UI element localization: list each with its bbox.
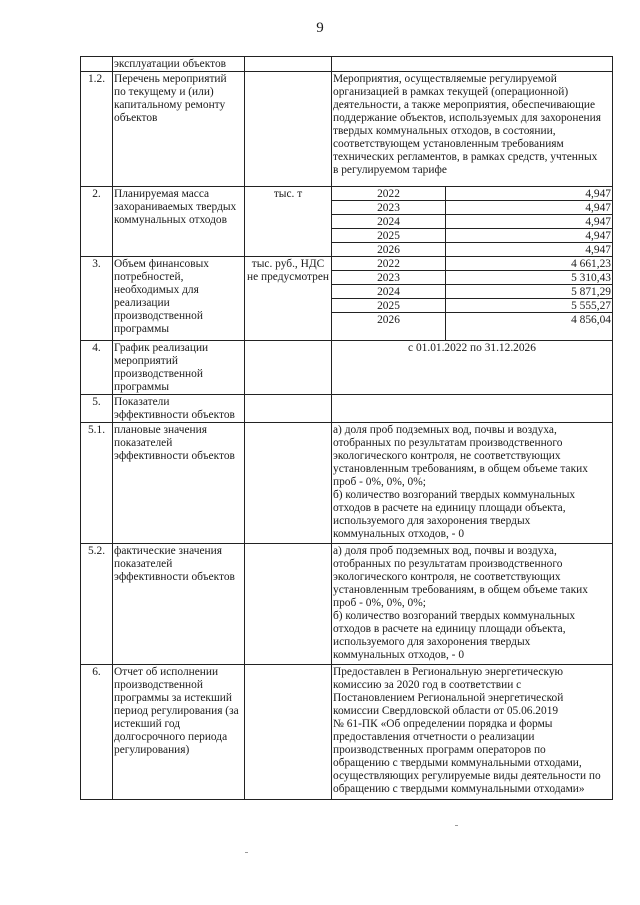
row-label: График реализации мероприятий производственной программы [113, 341, 245, 395]
year-cell: 2026 [332, 243, 446, 257]
table-row [81, 187, 613, 201]
scan-dot [245, 852, 248, 853]
row-value: а) доля проб подземных вод, почвы и воздуха, отобранных по результатам производственного экологического контроля, не соответствующих установленным требованиям, в общем объеме таких проб - 0%, 0%, 0%; б) количество возгораний твердых коммунальных отходов в расчете на единицу площади объекта, используемого для захоронения твердых коммунальных отходов, - 0 [332, 544, 613, 665]
unit-cell [245, 544, 332, 665]
table-row [81, 57, 613, 72]
unit-cell [245, 57, 332, 72]
value-cell: 5 310,43 [446, 271, 613, 285]
value-cell [332, 57, 613, 72]
production-program-table [80, 56, 613, 800]
unit-cell [245, 665, 332, 800]
row-unit: тыс. руб., НДС не предусмотрен [245, 257, 332, 341]
unit-cell [245, 341, 332, 395]
scan-dot [455, 825, 458, 826]
year-cell: 2023 [332, 271, 446, 285]
row-value: с 01.01.2022 по 31.12.2026 [332, 341, 613, 395]
row-number: 5. [81, 395, 113, 423]
table-row [81, 423, 613, 544]
year-cell: 2022 [332, 257, 446, 271]
table-row [81, 665, 613, 800]
year-cell: 2025 [332, 229, 446, 243]
value-cell [332, 395, 613, 423]
row-number: 2. [81, 187, 113, 257]
value-cell: 4,947 [446, 201, 613, 215]
table-row [81, 341, 613, 395]
row-number-cell [81, 57, 113, 72]
year-cell: 2023 [332, 201, 446, 215]
row-label: Отчет об исполнении производственной программы за истекший период регулирования (за истекший год долгосрочного периода регулирования) [113, 665, 245, 800]
row-label: Перечень мероприятий по текущему и (или) капитальному ремонту объектов [113, 72, 245, 187]
table-row [81, 395, 613, 423]
row-number: 4. [81, 341, 113, 395]
year-cell: 2025 [332, 299, 446, 313]
row-unit: тыс. т [245, 187, 332, 257]
unit-cell [245, 395, 332, 423]
value-cell: 4,947 [446, 215, 613, 229]
row-label: Объем финансовых потребностей, необходимых для реализации производственной программы [113, 257, 245, 341]
value-cell: 4 661,23 [446, 257, 613, 271]
table-row [81, 257, 613, 271]
row-number: 3. [81, 257, 113, 341]
unit-cell [245, 72, 332, 187]
year-cell: 2024 [332, 285, 446, 299]
page-number: 9 [316, 20, 324, 36]
year-cell: 2026 [332, 313, 446, 341]
row-label: фактические значения показателей эффективности объектов [113, 544, 245, 665]
value-cell: 4,947 [446, 187, 613, 201]
row-label: Показатели эффективности объектов [113, 395, 245, 423]
unit-cell [245, 423, 332, 544]
row-value: Мероприятия, осуществляемые регулируемой организацией в рамках текущей (операционной) деятельности, а также мероприятия, обеспечивающие поддержание объектов, используемых для захоронения твердых коммунальных отходов, в состоянии, соответствующем установленным требованиям технических регламентов, в рамках средств, учтенных в регулируемом тарифе [332, 72, 613, 187]
year-cell: 2022 [332, 187, 446, 201]
row-number: 5.1. [81, 423, 113, 544]
row-number: 5.2. [81, 544, 113, 665]
row-label: эксплуатации объектов [113, 57, 245, 72]
value-cell: 4 856,04 [446, 313, 613, 341]
table-row [81, 544, 613, 665]
row-label: Планируемая масса захораниваемых твердых коммунальных отходов [113, 187, 245, 257]
row-number: 1.2. [81, 72, 113, 187]
row-value: а) доля проб подземных вод, почвы и воздуха, отобранных по результатам производственного экологического контроля, не соответствующих установленным требованиям, в общем объеме таких проб - 0%, 0%, 0%; б) количество возгораний твердых коммунальных отходов в расчете на единицу площади объекта, используемого для захоронения твердых коммунальных отходов, - 0 [332, 423, 613, 544]
year-cell: 2024 [332, 215, 446, 229]
value-cell: 4,947 [446, 243, 613, 257]
row-label: плановые значения показателей эффективности объектов [113, 423, 245, 544]
row-number: 6. [81, 665, 113, 800]
value-cell: 5 555,27 [446, 299, 613, 313]
value-cell: 5 871,29 [446, 285, 613, 299]
value-cell: 4,947 [446, 229, 613, 243]
row-value: Предоставлен в Региональную энергетическую комиссию за 2020 год в соответствии с Постановлением Региональной энергетической комиссии Свердловской области от 05.06.2019 № 61-ПК «Об определении порядка и формы предоставления отчетности о реализации производственных программ операторов по обращению с твердыми коммунальными отходами, осуществляющих регулируемые виды деятельности по обращению с твердыми коммунальными отходами» [332, 665, 613, 800]
table-row [81, 72, 613, 187]
